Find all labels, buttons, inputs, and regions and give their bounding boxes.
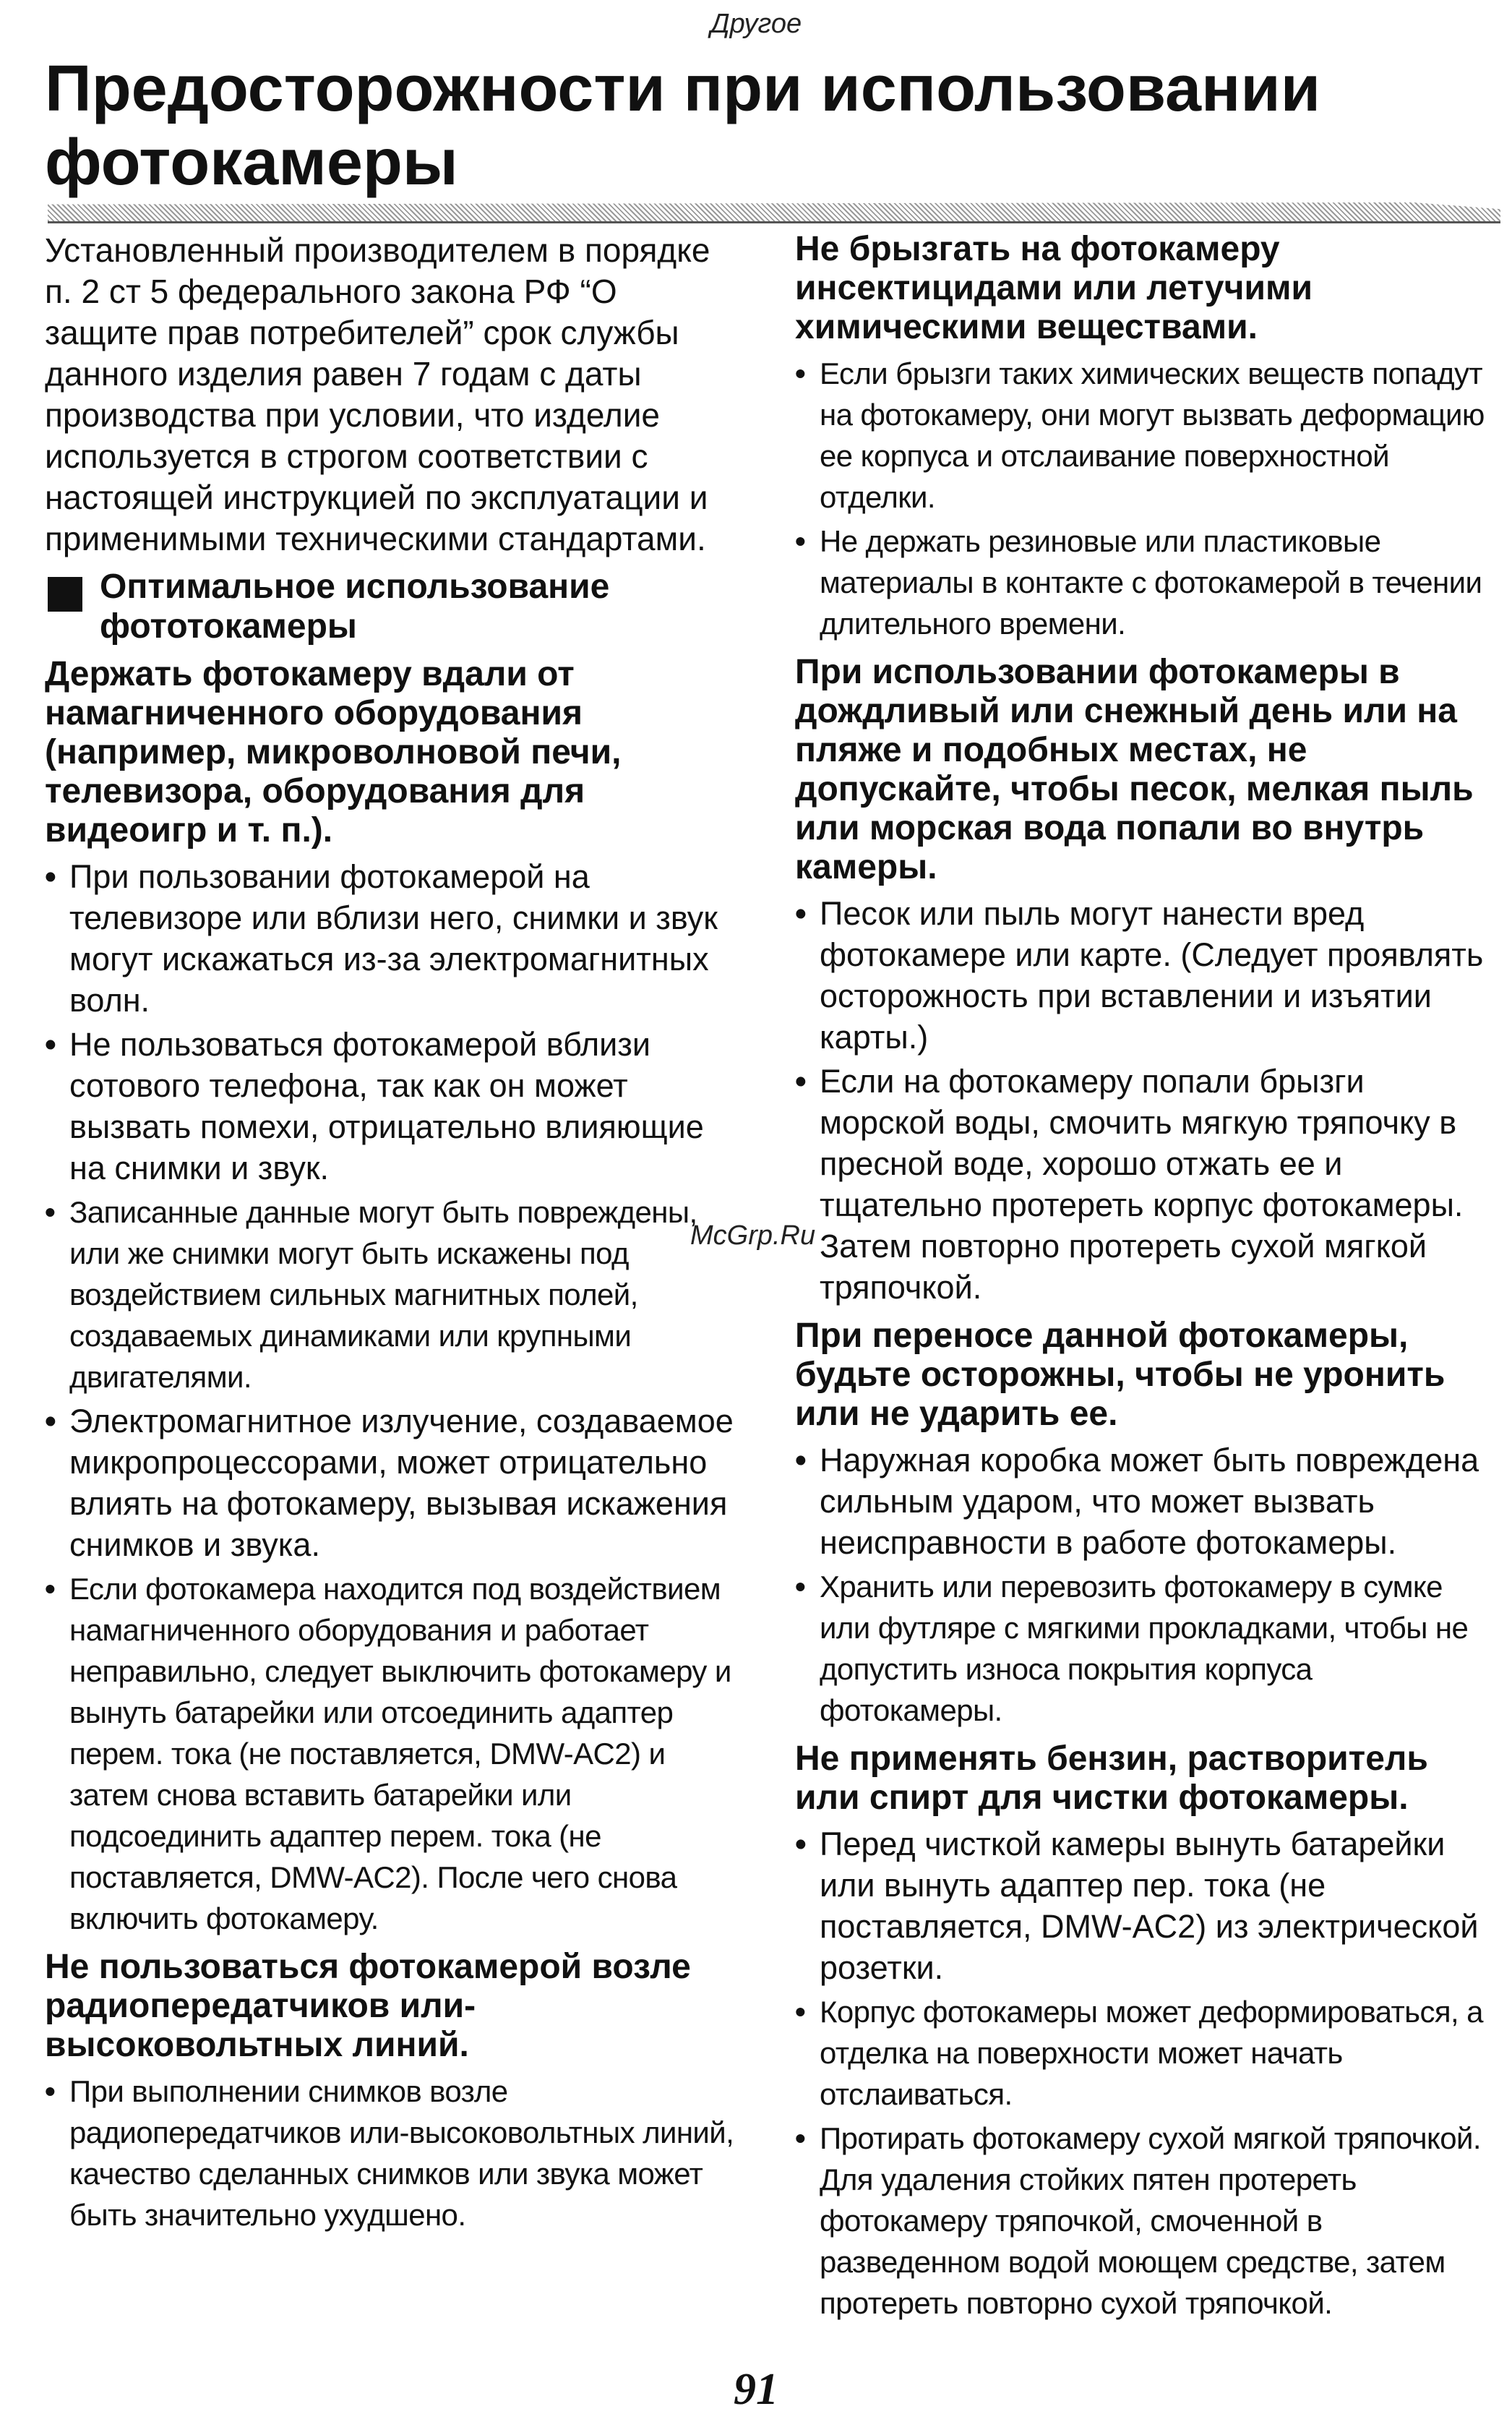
bullet-list — [795, 1439, 1489, 1731]
list-item-text: При пользовании фотокамерой на телевизоре или вблизи него, снимки и звук могут искажаться из-за электромагнитных волн. — [69, 858, 718, 1019]
list-item-text: Песок или пыль могут нанести вред фотокамере или карте. (Следует проявлять осторожность при вставлении и изъятии карты.) — [820, 895, 1484, 1056]
list-item-text: Электромагнитное излучение, создаваемое микропроцессорами, может отрицательно влиять на фотокамеру, вызывая искажения снимков и звука. — [69, 1403, 734, 1563]
bullet-icon: • — [795, 356, 806, 390]
bullet-icon: • — [45, 1572, 56, 1606]
list-item — [795, 893, 1489, 1058]
list-item — [795, 521, 1489, 644]
bullet-icon: • — [795, 524, 806, 558]
subheading — [45, 567, 739, 646]
list-item — [45, 1568, 739, 1939]
title-divider — [48, 200, 1500, 223]
list-item — [795, 1991, 1489, 2115]
list-item — [795, 353, 1489, 518]
bullet-list — [45, 2071, 739, 2235]
list-item — [45, 1024, 739, 1189]
list-item-text: Хранить или перевозить фотокамеру в сумке или футляре с мягкими прокладками, чтобы не допустить износа покрытия корпуса фотокамеры. — [820, 1570, 1469, 1727]
list-item — [795, 1823, 1489, 1988]
bullet-icon: • — [795, 1995, 806, 2029]
left-column — [45, 230, 739, 2243]
section-heading: Не брызгать на фотокамеру инсектицидами или летучими химическими веществами. — [795, 230, 1313, 346]
list-item — [45, 1400, 739, 1565]
list-item-text: Наружная коробка может быть повреждена сильным ударом, что может вызвать неисправности в работе фотокамеры. — [820, 1442, 1479, 1561]
section-heading: При переносе данной фотокамеры, будьте осторожны, чтобы не уронить или не ударить ее. — [795, 1317, 1446, 1433]
bullet-list — [795, 1823, 1489, 2324]
bullet-icon: • — [795, 1826, 807, 1862]
list-item-text: Записанные данные могут быть повреждены, или же снимки могут быть искажены под воздействием сильных магнитных полей, создаваемых динамиками или крупными двигателями. — [69, 1195, 697, 1394]
list-item — [795, 1566, 1489, 1731]
square-bullet-icon — [48, 577, 82, 612]
list-item-text: При выполнении снимков возле радиопередатчиков или-высоковольтных линий, качество сделанных снимков или звука может быть значительно ухудшено. — [69, 2074, 734, 2232]
subheading-text: Оптимальное использование фототокамеры — [100, 568, 610, 646]
intro-paragraph: Установленный производителем в порядке п. 2 ст 5 федерального закона РФ “О защите прав потребителей” срок службы данного изделия равен 7 годам с даты производства при условии, что изделие используется в строгом соответствии с настоящей инструкцией по эксплуатации и применимыми техническими стандартами. — [45, 231, 710, 557]
section-heading: При использовании фотокамеры в дождливый или снежный день или на пляже и подобных местах, не допускайте, чтобы песок, мелкая пыль или морская вода попали во внутрь камеры. — [795, 653, 1474, 886]
bullet-icon: • — [795, 895, 807, 932]
list-item — [45, 1191, 739, 1398]
list-item-text: Если на фотокамеру попали брызги морской воды, смочить мягкую тряпочку в пресной воде, хорошо отжать ее и тщательно протереть корпус фотокамеры. Затем повторно протереть сухой мягкой тряпочкой. — [820, 1063, 1464, 1306]
watermark: McGrp.Ru — [690, 1220, 816, 1251]
list-item — [45, 2071, 739, 2235]
list-item-text: Не держать резиновые или пластиковые материалы в контакте с фотокамерой в течении длительного времени. — [820, 524, 1482, 641]
bullet-icon: • — [795, 1570, 806, 1604]
list-item-text: Не пользоваться фотокамерой вблизи сотового телефона, так как он может вызвать помехи, отрицательно влияющие на снимки и звук. — [69, 1026, 704, 1186]
list-item-text: Протирать фотокамеру сухой мягкой тряпочкой. Для удаления стойких пятен протереть фотокамеру тряпочкой, смоченной в разведенном водой моющем средстве, затем протереть повторно сухой тряпочкой. — [820, 2121, 1481, 2320]
bullet-list — [45, 856, 739, 1939]
list-item-text: Перед чисткой камеры вынуть батарейки или вынуть адаптер пер. тока (не поставляется, DMW-AC2) из электрической розетки. — [820, 1826, 1479, 1986]
bullet-icon: • — [795, 1442, 807, 1478]
list-item — [45, 856, 739, 1021]
bullet-list — [795, 353, 1489, 644]
bullet-icon: • — [795, 2121, 806, 2155]
section-heading: Не применять бензин, растворитель или спирт для чистки фотокамеры. — [795, 1739, 1428, 1817]
bullet-list — [795, 893, 1489, 1308]
list-item — [795, 1061, 1489, 1308]
page-title: Предосторожности при использовании фотокамеры — [45, 53, 1321, 199]
section-label: Другое — [710, 9, 802, 39]
list-item — [795, 1439, 1489, 1563]
bullet-icon: • — [45, 858, 56, 895]
list-item-text: Если брызги таких химических веществ попадут на фотокамеру, они могут вызвать деформацию ее корпуса и отслаивание поверхностной отделки. — [820, 356, 1485, 514]
bullet-icon: • — [45, 2074, 56, 2108]
list-item — [795, 2118, 1489, 2324]
list-item-text: Корпус фотокамеры может деформироваться, а отделка на поверхности может начать отслаиваться. — [820, 1995, 1483, 2111]
bullet-icon: • — [45, 1403, 56, 1439]
bullet-icon: • — [45, 1195, 56, 1229]
right-column — [795, 230, 1489, 2331]
section-heading: Держать фотокамеру вдали от намагниченного оборудования (например, микроволновой печи, телевизора, оборудования для видеоигр и т. п.). — [45, 655, 622, 850]
bullet-icon: • — [45, 1026, 56, 1063]
page-number: 91 — [734, 2365, 778, 2414]
list-item-text: Если фотокамера находится под воздействием намагниченного оборудования и работает неправильно, следует выключить фотокамеру и вынуть батарейки или отсоединить адаптер перем. тока (не поставляется, DMW-AC2) и затем снова вставить батарейки или подсоединить адаптер перем. тока (не поставляется, DMW-AC2). После чего снова включить фотокамеру. — [69, 1572, 731, 1935]
bullet-icon: • — [795, 1063, 807, 1100]
section-heading: Не пользоваться фотокамерой возле радиопередатчиков или-высоковольтных линий. — [45, 1948, 691, 2064]
